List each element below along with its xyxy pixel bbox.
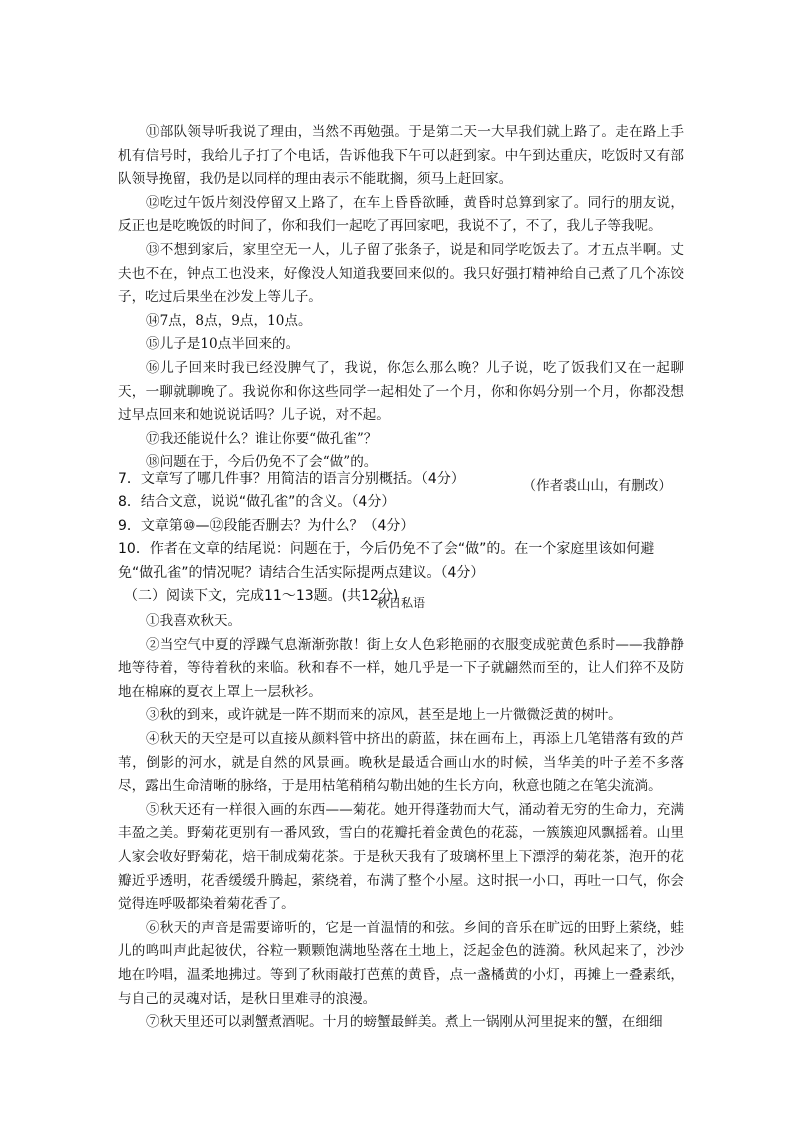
author-credit: （作者裘山山，有删改） bbox=[522, 477, 672, 494]
paragraph-18: ⑱问题在于，今后仍免不了会“做”的。 bbox=[146, 454, 378, 471]
essay-paragraph-4: ④秋天的天空是可以直接从颜料管中挤出的蔚蓝，抹在画布上，再添上几笔错落有致的芦苇，倒影的河水，就是自然的风景画。晚秋是最适合画山水的时候，当华美的叶子差不多落尽，露出生命清晰的脉络，于是用枯笔稍稍勾勒出她的生长方向，秋意也随之在笔尖流淌。 bbox=[118, 730, 684, 795]
question-7: 7．文章写了哪几件事？用简洁的语言分别概括。（4分） bbox=[118, 471, 465, 487]
paragraph-16: ⑯儿子回来时我已经没脾气了，我说，你怎么那么晚？儿子说，吃了饭我们又在一起聊天，一聊就聊晚了。我说你和你这些同学一起相处了一个月，你和你妈分别一个月，你都没想过早点回来和她说说话吗？儿子说，对不起。 bbox=[118, 359, 684, 424]
paragraph-17: ⑰我还能说什么？谁让你要“做孔雀”？ bbox=[146, 430, 378, 447]
question-10: 10．作者在文章的结尾说：问题在于，今后仍免不了会“做”的。在一个家庭里该如何避免“做孔雀”的情况呢？请结合生活实际提两点建议。（4分） bbox=[118, 541, 655, 581]
question-list bbox=[118, 468, 684, 608]
paragraph-15: ⑮儿子是10点半回来的。 bbox=[146, 336, 300, 353]
passage-two bbox=[118, 610, 684, 1035]
essay-paragraph-2: ②当空气中夏的浮躁气息渐渐弥散！街上女人色彩艳丽的衣服变成驼黄色系时——我静静地等待着，等待着秋的来临。秋和春不一样，她几乎是一下子就翩然而至的，让人们猝不及防地在棉麻的夏衣上罩上一层秋衫。 bbox=[118, 636, 684, 700]
paragraph-11: ⑪部队领导听我说了理由，当然不再勉强。于是第二天一大早我们就上路了。走在路上手机有信号时，我给儿子打了个电话，告诉他我下午可以赶到家。中午到达重庆，吃饭时又有部队领导挽留，我仍是以同样的理由表示不能耽搁，须马上赶回家。 bbox=[118, 124, 684, 188]
question-9: 9．文章第⑩—⑫段能否删去？为什么？（4分） bbox=[118, 517, 415, 534]
essay-paragraph-6: ⑥秋天的声音是需要谛听的，它是一首温情的和弦。乡间的音乐在旷远的田野上萦绕，蛙儿的鸣叫声此起彼伏，谷粒一颗颗饱满地坠落在土地上，泛起金色的涟漪。秋风起来了，沙沙地在吟唱，温柔地拂过。等到了秋雨敲打芭蕉的黄昏，点一盏橘黄的小灯，再摊上一叠素纸，与自己的灵魂对话，是秋日里难寻的浪漫。 bbox=[118, 919, 684, 1007]
essay-paragraph-3: ③秋的到来，或许就是一阵不期而来的凉风，甚至是地上一片微微泛黄的树叶。 bbox=[146, 707, 622, 724]
passage-one bbox=[118, 121, 684, 499]
paragraph-13: ⑬不想到家后，家里空无一人，儿子留了张条子，说是和同学吃饭去了。才五点半啊。丈夫也不在，钟点工也没来，好像没人知道我要回来似的。我只好强打精神给自己煮了几个冻饺子，吃过后果坐在沙发上等儿子。 bbox=[118, 241, 684, 306]
paragraph-12: ⑫吃过午饭片刻没停留又上路了，在车上昏昏欲睡，黄昏时总算到家了。同行的朋友说，反正也是吃晚饭的时间了，你和我们一起吃了再回家吧，我说不了，不了，我儿子等我呢。 bbox=[118, 194, 684, 235]
essay-paragraph-7: ⑦秋天里还可以剥蟹煮酒呢。十月的螃蟹最鲜美。煮上一锅刚从河里捉来的蟹，在细细 bbox=[146, 1014, 663, 1031]
question-8: 8．结合文意，说说“做孔雀”的含义。（4分） bbox=[118, 494, 396, 511]
essay-paragraph-1: ①我喜欢秋天。 bbox=[146, 613, 242, 629]
section-two-heading: （二）阅读下文，完成11～13题。(共12分) bbox=[124, 588, 399, 605]
paragraph-14: ⑭7点，8点，9点，10点。 bbox=[146, 312, 312, 329]
essay-paragraph-5: ⑤秋天还有一样很入画的东西——菊花。她开得蓬勃而大气，涌动着无穷的生命力，充满丰盈之美。野菊花更别有一番风致，雪白的花瓣托着金黄色的花蕊，一簇簇迎风飘摇着。山里人家会收好野菊花，焙干制成菊花茶。于是秋天我有了玻璃杯里上下漂浮的菊花茶，泡开的花瓣近乎透明，花香缓缓升腾起，萦绕着，布满了整个小屋。这时抿一小口，再吐一口气，你会觉得连呼吸都染着菊花香了。 bbox=[118, 801, 684, 913]
essay-title: 秋日私语 bbox=[376, 596, 425, 610]
